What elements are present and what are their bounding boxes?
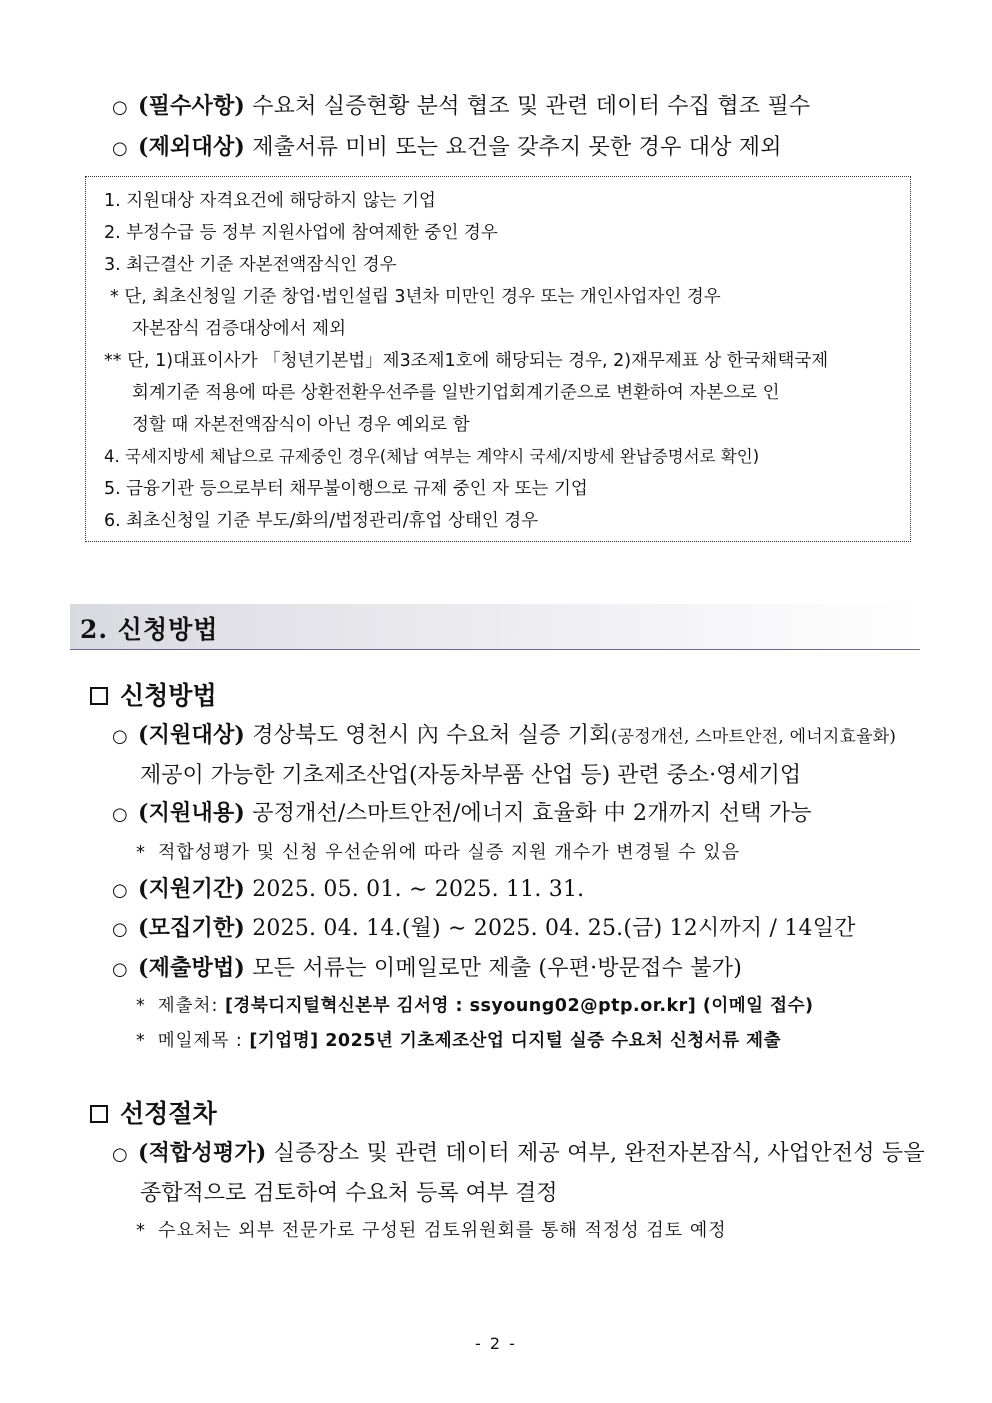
bullet-continuation: 제공이 가능한 기초제조산업(자동차부품 산업 등) 관련 중소·영세기업 xyxy=(140,763,802,788)
circle-bullet-icon: ○ xyxy=(112,726,128,747)
subject-value: [기업명] 2025년 기초제조산업 디지털 실증 수요처 신청서류 제출 xyxy=(249,1031,781,1051)
circle-bullet-icon: ○ xyxy=(112,138,128,159)
exclusion-item: 1. 지원대상 자격요건에 해당하지 않는 기업 xyxy=(104,191,436,211)
subject-label: 메일제목 : xyxy=(157,1031,250,1051)
bullet-recruit xyxy=(112,911,856,942)
note-star: * xyxy=(136,842,146,863)
bullet-content xyxy=(112,796,812,827)
bullet-excluded xyxy=(112,130,782,161)
note-star: * xyxy=(136,996,146,1016)
circle-bullet-icon: ○ xyxy=(112,1144,128,1165)
section-header xyxy=(70,604,920,650)
page-number: - 2 - xyxy=(475,1334,517,1353)
selection-heading xyxy=(90,1094,217,1130)
exclusion-note: 자본잠식 검증대상에서 제외 xyxy=(132,319,346,339)
bullet-eval xyxy=(112,1136,925,1167)
bullet-period xyxy=(112,872,584,903)
exclusion-item: 5. 금융기관 등으로부터 채무불이행으로 규제 중인 자 또는 기업 xyxy=(104,479,588,499)
bullet-text: 실증장소 및 관련 데이터 제공 여부, 완전자본잠식, 사업안전성 등을 xyxy=(266,1141,925,1166)
bullet-tag: (필수사항) xyxy=(138,93,246,119)
exclusion-item: 6. 최초신청일 기준 부도/화의/법정관리/휴업 상태인 경우 xyxy=(104,511,539,531)
exclusion-box xyxy=(85,176,911,542)
apply-heading xyxy=(90,676,217,712)
exclusion-note: ** 단, 1)대표이사가 「청년기본법」제3조제1호에 해당되는 경우, 2)재무제표 상 한국채택국제 xyxy=(104,351,829,371)
bullet-tag: (제외대상) xyxy=(138,134,246,160)
circle-bullet-icon: ○ xyxy=(112,804,128,825)
square-icon xyxy=(90,687,108,705)
exclusion-item: 2. 부정수급 등 정부 지원사업에 참여제한 중인 경우 xyxy=(104,223,498,243)
bullet-tag: (모집기한) xyxy=(138,915,246,941)
eval-note xyxy=(136,1216,727,1242)
bullet-tag: (제출방법) xyxy=(138,955,246,981)
bullet-text: 공정개선/스마트안전/에너지 효율화 中 2개까지 선택 가능 xyxy=(245,801,812,826)
circle-bullet-icon: ○ xyxy=(112,97,128,118)
bullet-text: 경상북도 영천시 內 수요처 실증 기회 xyxy=(245,723,611,748)
bullet-text: 모든 서류는 이메일로만 제출 (우편·방문접수 불가) xyxy=(245,956,742,981)
note-star: * xyxy=(136,1220,146,1241)
bullet-method xyxy=(112,951,742,982)
circle-bullet-icon: ○ xyxy=(112,959,128,980)
note-text: 수요처는 외부 전문가로 구성된 검토위원회를 통해 적정성 검토 예정 xyxy=(158,1220,727,1241)
bullet-text-small: (공정개선, 스마트안전, 에너지효율화) xyxy=(610,727,897,747)
submit-label: 제출처: xyxy=(157,996,225,1016)
content-note xyxy=(136,838,740,864)
bullet-text: 2025. 05. 01. ∼ 2025. 11. 31. xyxy=(245,877,585,902)
exclusion-note: 회계기준 적용에 따른 상환전환우선주를 일반기업회계기준으로 변환하여 자본으로 인 xyxy=(132,383,780,403)
circle-bullet-icon: ○ xyxy=(112,880,128,901)
apply-heading-label: 신청방법 xyxy=(120,681,217,710)
bullet-tag: (지원기간) xyxy=(138,876,246,902)
submit-note xyxy=(136,992,813,1017)
note-star: * xyxy=(136,1031,146,1051)
bullet-tag: (지원내용) xyxy=(138,800,246,826)
bullet-target xyxy=(112,718,896,749)
exclusion-note: * 단, 최초신청일 기준 창업·법인설립 3년차 미만인 경우 또는 개인사업자인 경우 xyxy=(110,287,721,307)
subject-note xyxy=(136,1027,781,1052)
bullet-required xyxy=(112,89,810,120)
section-title: 2. 신청방법 xyxy=(80,615,219,644)
exclusion-item: 3. 최근결산 기준 자본전액잠식인 경우 xyxy=(104,255,397,275)
exclusion-note: 정할 때 자본전액잠식이 아닌 경우 예외로 함 xyxy=(132,415,470,435)
exclusion-item: 4. 국세지방세 체납으로 규제중인 경우(체납 여부는 계약시 국세/지방세 완납증명서로 확인) xyxy=(104,447,760,466)
bullet-tag: (지원대상) xyxy=(138,722,246,748)
note-text: 적합성평가 및 신청 우선순위에 따라 실증 지원 개수가 변경될 수 있음 xyxy=(158,842,741,863)
bullet-continuation: 종합적으로 검토하여 수요처 등록 여부 결정 xyxy=(140,1181,558,1206)
bullet-tag: (적합성평가) xyxy=(138,1140,267,1166)
circle-bullet-icon: ○ xyxy=(112,919,128,940)
bullet-text: 제출서류 미비 또는 요건을 갖추지 못한 경우 대상 제외 xyxy=(245,135,782,160)
selection-heading-label: 선정절차 xyxy=(120,1099,217,1128)
bullet-text: 2025. 04. 14.(월) ∼ 2025. 04. 25.(금) 12시까지 / 14일간 xyxy=(245,916,856,941)
square-icon xyxy=(90,1105,108,1123)
bullet-text: 수요처 실증현황 분석 협조 및 관련 데이터 수집 협조 필수 xyxy=(245,94,811,119)
submit-value: [경북디지털혁신본부 김서영 : ssyoung02@ptp.or.kr] (이메일 접수) xyxy=(224,996,814,1016)
